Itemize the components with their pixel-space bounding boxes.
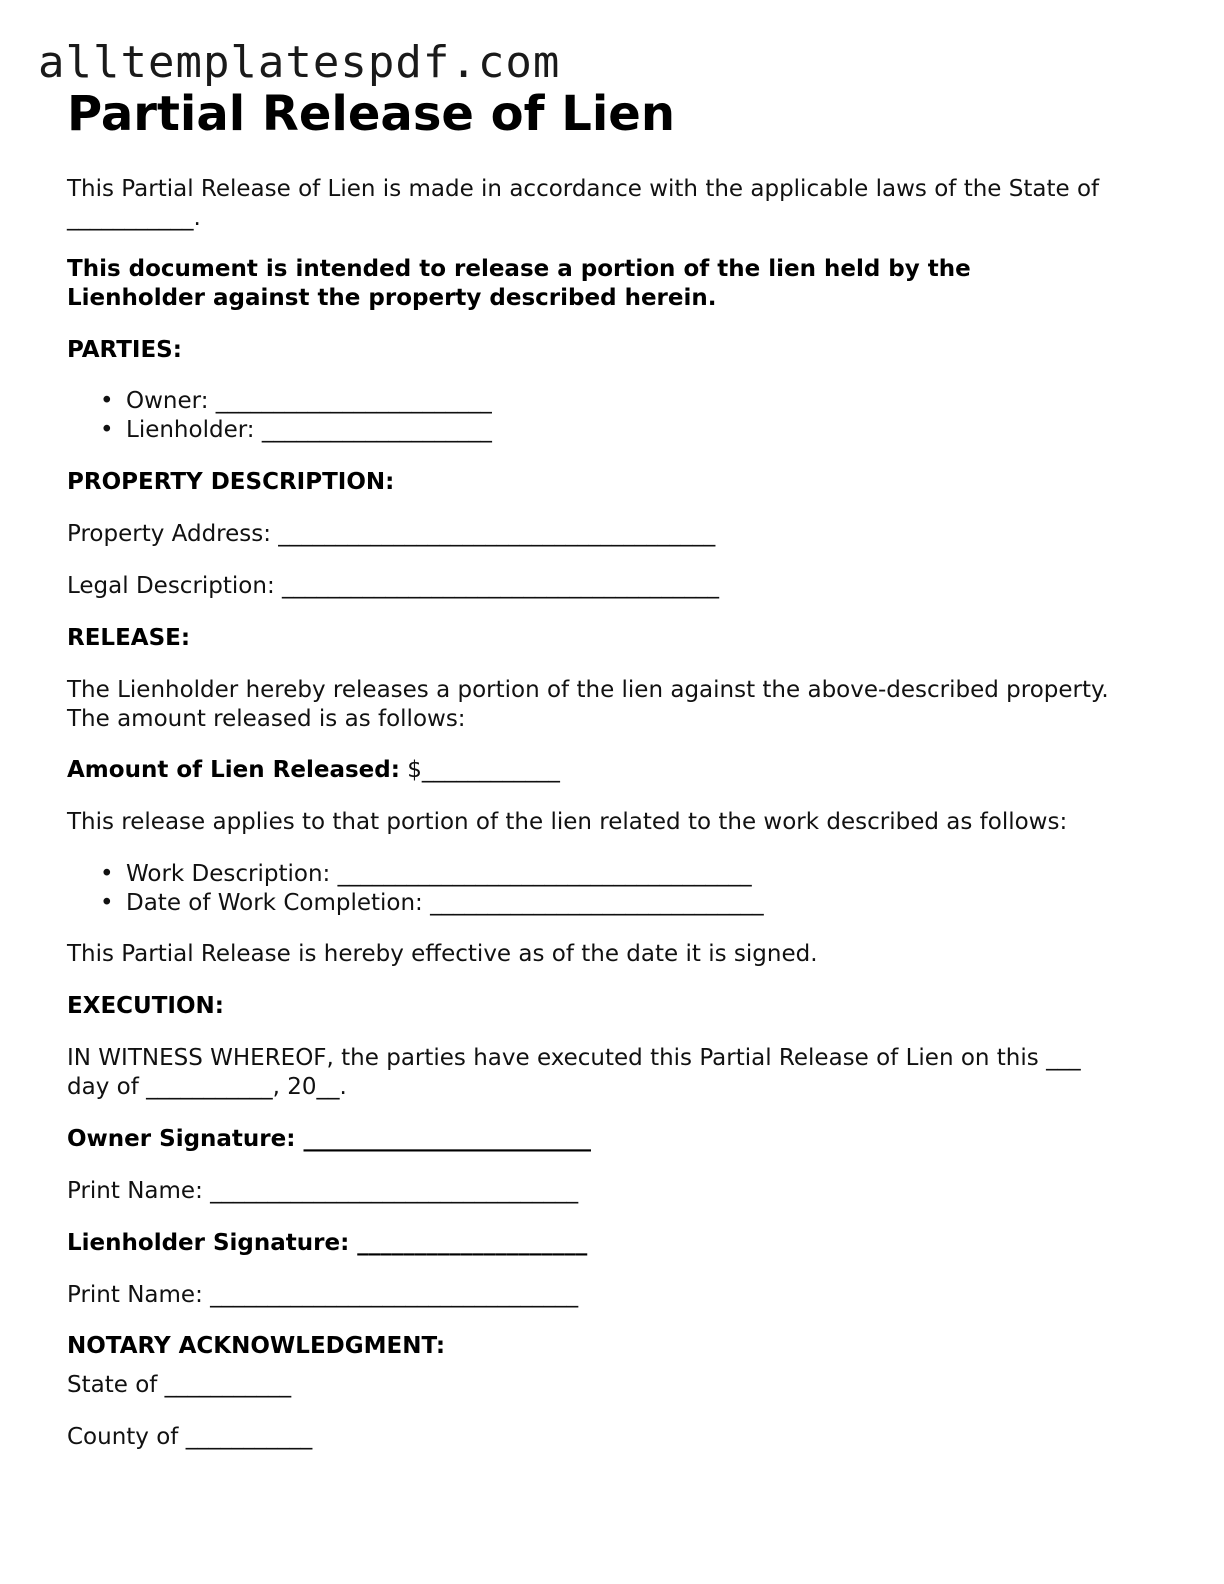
lienholder-print-name-field: Print Name: ________________________________ bbox=[67, 1282, 579, 1308]
lienholder-field: Lienholder: ____________________ bbox=[126, 417, 492, 443]
release-heading: RELEASE: bbox=[67, 625, 191, 651]
release-line-1: The Lienholder hereby releases a portion of the lien against the above-described property. bbox=[67, 677, 1109, 703]
notary-state-field: State of ___________ bbox=[67, 1372, 292, 1398]
amount-label: Amount of Lien Released: bbox=[67, 757, 400, 783]
amount-released-field bbox=[67, 756, 1157, 785]
parties-list bbox=[67, 387, 1216, 445]
amount-value: $____________ bbox=[407, 757, 560, 783]
intro-line-1: This Partial Release of Lien is made in accordance with the applicable laws of the State of bbox=[67, 176, 1100, 202]
bullet-icon: • bbox=[100, 388, 114, 414]
document-page bbox=[67, 84, 1157, 1450]
bullet-icon: • bbox=[100, 417, 114, 443]
list-item bbox=[100, 889, 1216, 918]
owner-field: Owner: ________________________ bbox=[126, 388, 492, 414]
execution-heading: EXECUTION: bbox=[67, 993, 224, 1019]
witness-line-1: IN WITNESS WHEREOF, the parties have executed this Partial Release of Lien on this ___ bbox=[67, 1045, 1081, 1071]
release-paragraph bbox=[67, 676, 1157, 734]
release-line-2: The amount released is as follows: bbox=[67, 706, 466, 732]
effective-paragraph: This Partial Release is hereby effective as of the date it is signed. bbox=[67, 941, 818, 967]
witness-paragraph bbox=[67, 1044, 1157, 1102]
witness-line-2: day of ___________, 20__. bbox=[67, 1074, 347, 1100]
notary-county-field: County of ___________ bbox=[67, 1424, 313, 1450]
work-description-field: Work Description: ____________________________________ bbox=[126, 861, 752, 887]
property-address-field: Property Address: ______________________________________ bbox=[67, 521, 716, 547]
notary-heading: NOTARY ACKNOWLEDGMENT: bbox=[67, 1333, 446, 1359]
watermark: alltemplatespdf.com bbox=[38, 37, 561, 88]
list-item bbox=[100, 416, 1216, 445]
bullet-icon: • bbox=[100, 861, 114, 887]
legal-description-field: Legal Description: ______________________________________ bbox=[67, 573, 720, 599]
owner-signature-field: Owner Signature: _________________________ bbox=[67, 1126, 591, 1152]
purpose-paragraph bbox=[67, 255, 1157, 313]
bullet-icon: • bbox=[100, 890, 114, 916]
work-completion-date-field: Date of Work Completion: _____________________________ bbox=[126, 890, 764, 916]
purpose-line-2: Lienholder against the property described herein. bbox=[67, 285, 717, 311]
applies-paragraph: This release applies to that portion of the lien related to the work described as follows: bbox=[67, 809, 1068, 835]
purpose-line-1: This document is intended to release a portion of the lien held by the bbox=[67, 256, 971, 282]
document-title: Partial Release of Lien bbox=[67, 86, 675, 142]
work-list bbox=[67, 860, 1216, 918]
list-item bbox=[100, 860, 1216, 889]
lienholder-signature-field: Lienholder Signature: ____________________ bbox=[67, 1230, 588, 1256]
owner-print-name-field: Print Name: ________________________________ bbox=[67, 1178, 579, 1204]
property-heading: PROPERTY DESCRIPTION: bbox=[67, 469, 395, 495]
intro-line-2: ___________. bbox=[67, 205, 201, 231]
intro-paragraph bbox=[67, 175, 1157, 233]
list-item bbox=[100, 387, 1216, 416]
parties-heading: PARTIES: bbox=[67, 337, 182, 363]
